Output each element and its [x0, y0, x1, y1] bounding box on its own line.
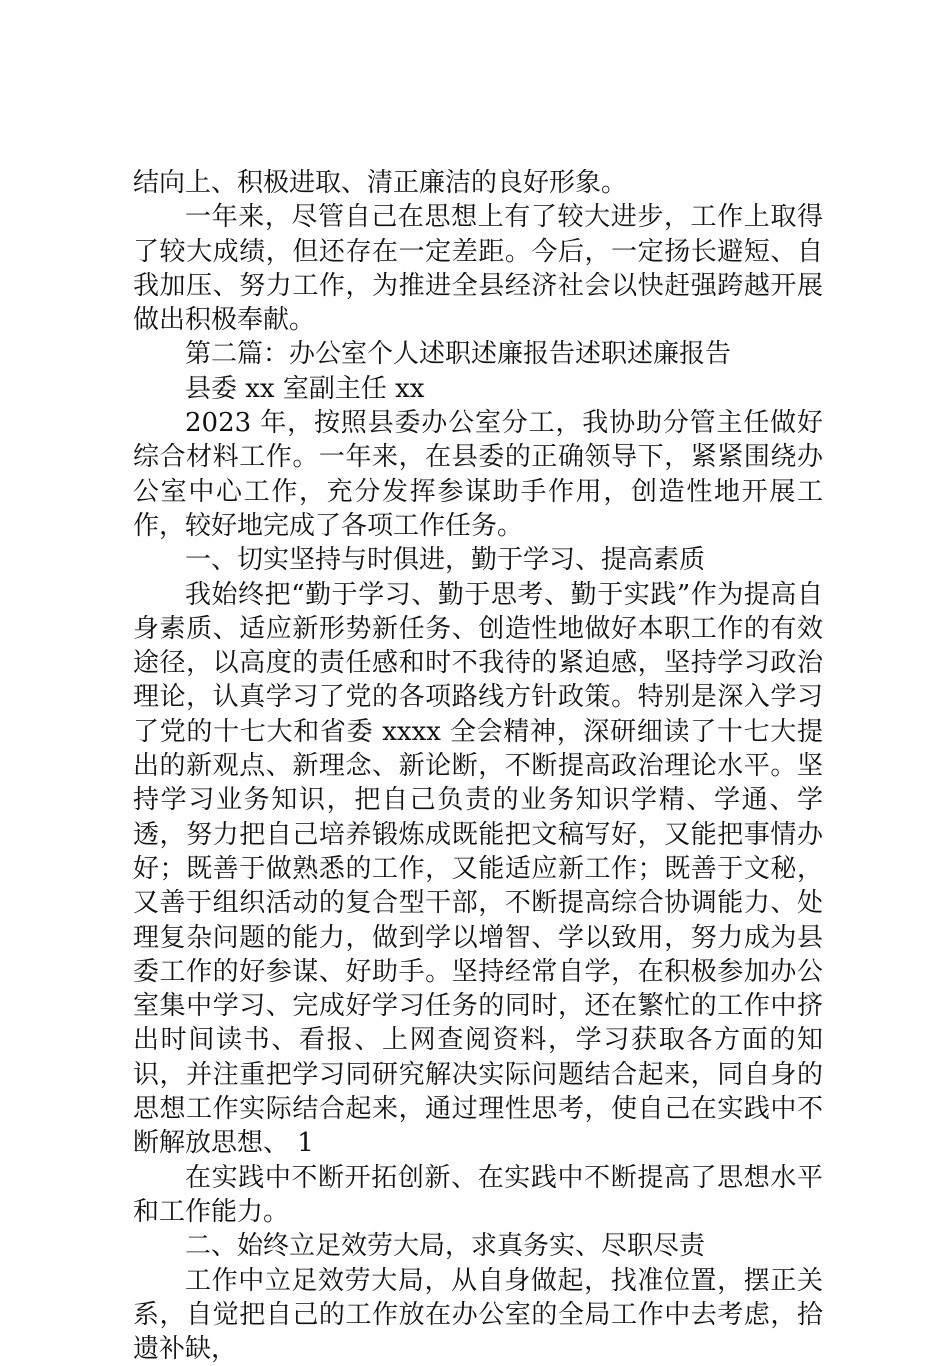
- paragraph-service: 工作中立足效劳大局，从自身做起，找准位置，摆正关系，自觉把自己的工作放在办公室的全局工作中去考虑，拾遗补缺，: [133, 1264, 823, 1366]
- paragraph-practice: 在实践中不断开拓创新、在实践中不断提高了思想水平和工作能力。: [133, 1161, 823, 1230]
- section-title: 第二篇：办公室个人述职述廉报告述职述廉报告: [133, 337, 823, 371]
- paragraph-intro: 2023 年，按照县委办公室分工，我协助分管主任做好综合材料工作。一年来，在县委的正确领导下，紧紧围绕办公室中心工作，充分发挥参谋助手作用，创造性地开展工作，较好地完成了各项工作任务。: [133, 406, 823, 543]
- heading-one: 一、切实坚持与时俱进，勤于学习、提高素质: [133, 543, 823, 577]
- paragraph-continuation: 结向上、积极进取、清正廉洁的良好形象。: [133, 166, 823, 200]
- heading-two: 二、始终立足效劳大局，求真务实、尽职尽责: [133, 1229, 823, 1263]
- author-line: 县委 xx 室副主任 xx: [133, 372, 823, 406]
- document-body: [133, 166, 823, 1366]
- paragraph-summary: 一年来，尽管自己在思想上有了较大进步，工作上取得了较大成绩，但还存在一定差距。今后，一定扬长避短、自我加压、努力工作，为推进全县经济社会以快赶强跨越开展做出积极奉献。: [133, 200, 823, 337]
- paragraph-study: 我始终把“勤于学习、勤于思考、勤于实践”作为提高自身素质、适应新形势新任务、创造性地做好本职工作的有效途径，以高度的责任感和时不我待的紧迫感，坚持学习政治理论，认真学习了党的各项路线方针政策。特别是深入学习了党的十七大和省委 xxxx 全会精神，深研细读了十七大提出的新观点、新理念、新论断，不断提高政治理论水平。坚持学习业务知识，把自己负责的业务知识学精、学通、学透，努力把自己培养锻炼成既能把文稿写好，又能把事情办好；既善于做熟悉的工作，又能适应新工作；既善于文秘，又善于组织活动的复合型干部，不断提高综合协调能力、处理复杂问题的能力，做到学以增智、学以致用，努力成为县委工作的好参谋、好助手。坚持经常自学，在积极参加办公室集中学习、完成好学习任务的同时，还在繁忙的工作中挤出时间读书、看报、上网查阅资料，学习获取各方面的知识，并注重把学习同研究解决实际问题结合起来，同自身的思想工作实际结合起来，通过理性思考，使自己在实践中不断解放思想、 1: [133, 578, 823, 1161]
